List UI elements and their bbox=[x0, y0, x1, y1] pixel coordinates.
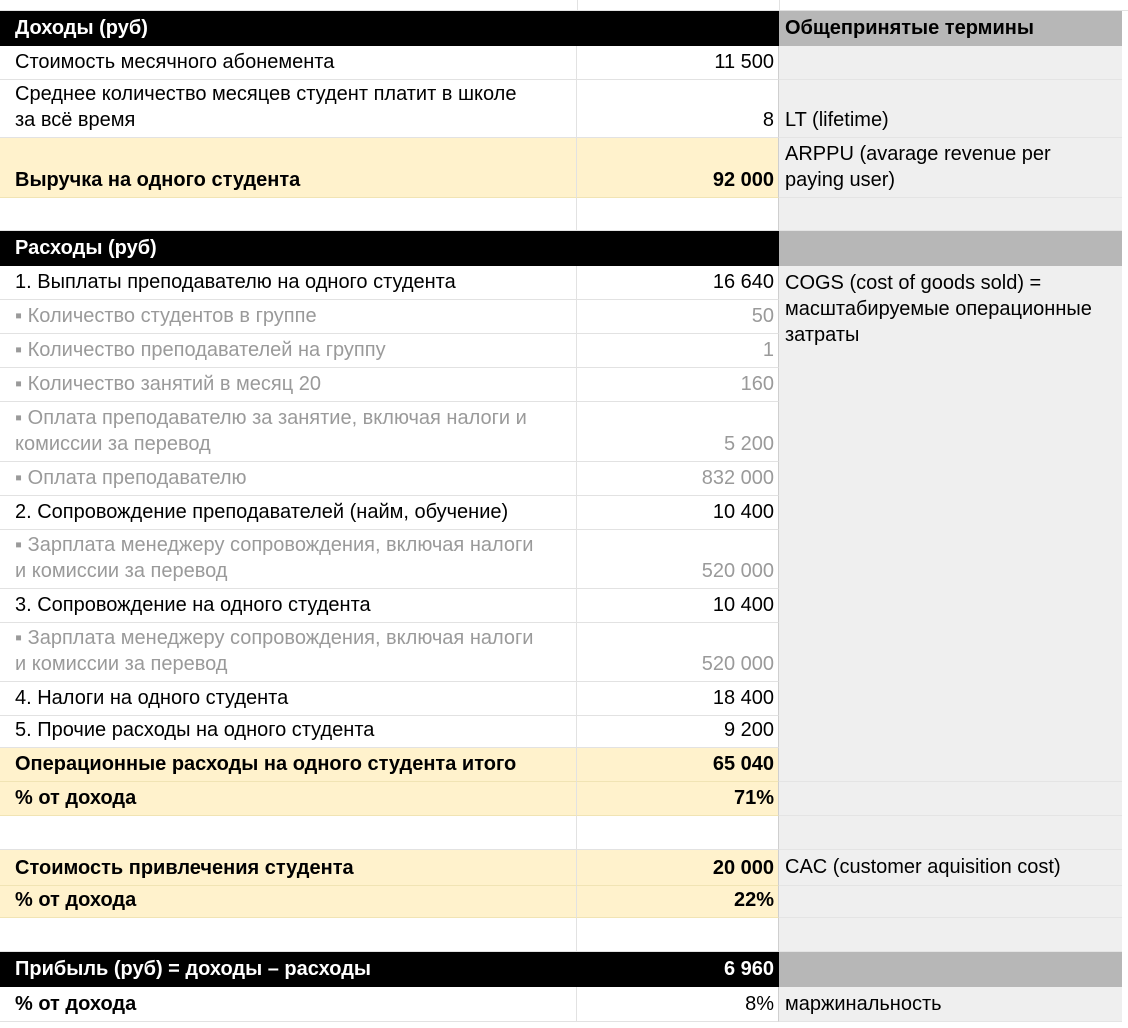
empty-cell[interactable] bbox=[577, 918, 779, 952]
top-row-strip bbox=[0, 0, 1128, 11]
avg-months-term[interactable]: LT (lifetime) bbox=[779, 80, 1122, 138]
cac-label[interactable]: Стоимость привлечения студента bbox=[0, 850, 577, 886]
expense-subrow-label[interactable]: ▪ Оплата преподавателю bbox=[0, 462, 577, 496]
expense-row-label[interactable]: 3. Сопровождение на одного студента bbox=[0, 589, 577, 623]
income-header[interactable]: Доходы (руб) bbox=[0, 11, 577, 46]
expense-subrow-label[interactable]: ▪ Оплата преподавателю за занятие, включая налоги и комиссии за перевод bbox=[0, 402, 577, 462]
opex-total-value[interactable]: 65 040 bbox=[577, 748, 779, 782]
column-divider bbox=[779, 0, 780, 10]
revenue-per-student-label[interactable]: Выручка на одного студента bbox=[0, 138, 577, 198]
avg-months-label[interactable]: Среднее количество месяцев студент платит в школе за всё время bbox=[0, 80, 577, 138]
opex-pct-value[interactable]: 71% bbox=[577, 782, 779, 816]
empty-cell[interactable] bbox=[779, 816, 1122, 850]
expense-subrow-value[interactable]: 160 bbox=[577, 368, 779, 402]
empty-cell[interactable] bbox=[779, 748, 1122, 782]
expense-row-value[interactable]: 10 400 bbox=[577, 496, 779, 530]
expense-row-value[interactable]: 16 640 bbox=[577, 266, 779, 300]
expense-subrow-value[interactable]: 520 000 bbox=[577, 530, 779, 589]
cac-pct-value[interactable]: 22% bbox=[577, 886, 779, 918]
opex-total-label[interactable]: Операционные расходы на одного студента итого bbox=[0, 748, 577, 782]
empty-cell[interactable] bbox=[0, 816, 577, 850]
margin-term[interactable]: маржинальность bbox=[779, 987, 1122, 1022]
empty-cell[interactable] bbox=[779, 782, 1122, 816]
empty-cell[interactable] bbox=[577, 198, 779, 231]
empty-cell[interactable] bbox=[0, 918, 577, 952]
expense-row-value[interactable]: 9 200 bbox=[577, 716, 779, 748]
cac-value[interactable]: 20 000 bbox=[577, 850, 779, 886]
expenses-terms-header-cell[interactable] bbox=[779, 231, 1122, 266]
revenue-per-student-term[interactable]: ARPPU (avarage revenue per paying user) bbox=[779, 138, 1122, 198]
expense-subrow-label[interactable]: ▪ Зарплата менеджеру сопровождения, включая налоги и комиссии за перевод bbox=[0, 623, 577, 682]
expense-subrow-label[interactable]: ▪ Количество занятий в месяц 20 bbox=[0, 368, 577, 402]
expense-subrow-value[interactable]: 5 200 bbox=[577, 402, 779, 462]
cac-term[interactable]: CAC (customer aquisition cost) bbox=[779, 850, 1122, 886]
expense-row-label[interactable]: 4. Налоги на одного студента bbox=[0, 682, 577, 716]
expense-subrow-value[interactable]: 520 000 bbox=[577, 623, 779, 682]
profit-label[interactable]: Прибыль (руб) = доходы – расходы bbox=[0, 952, 577, 987]
expenses-header-value-cell[interactable] bbox=[577, 231, 779, 266]
income-header-value-cell[interactable] bbox=[577, 11, 779, 46]
empty-cell[interactable] bbox=[779, 918, 1122, 952]
profit-value[interactable]: 6 960 bbox=[577, 952, 779, 987]
expense-row-label[interactable]: 2. Сопровождение преподавателей (найм, обучение) bbox=[0, 496, 577, 530]
column-divider bbox=[577, 0, 578, 10]
expense-subrow-label[interactable]: ▪ Количество студентов в группе bbox=[0, 300, 577, 334]
terms-header[interactable]: Общепринятые термины bbox=[779, 11, 1122, 46]
avg-months-value[interactable]: 8 bbox=[577, 80, 779, 138]
expense-subrow-value[interactable]: 50 bbox=[577, 300, 779, 334]
empty-cell[interactable] bbox=[0, 198, 577, 231]
expenses-header[interactable]: Расходы (руб) bbox=[0, 231, 577, 266]
cogs-term[interactable]: COGS (cost of goods sold) = масштабируемые операционные затраты bbox=[779, 266, 1122, 748]
profit-terms-cell[interactable] bbox=[779, 952, 1122, 987]
opex-pct-label[interactable]: % от дохода bbox=[0, 782, 577, 816]
empty-cell[interactable] bbox=[779, 198, 1122, 231]
empty-cell[interactable] bbox=[779, 886, 1122, 918]
expense-subrow-value[interactable]: 1 bbox=[577, 334, 779, 368]
expense-subrow-value[interactable]: 832 000 bbox=[577, 462, 779, 496]
expense-subrow-label[interactable]: ▪ Количество преподавателей на группу bbox=[0, 334, 577, 368]
margin-pct-value[interactable]: 8% bbox=[577, 987, 779, 1022]
expense-row-value[interactable]: 10 400 bbox=[577, 589, 779, 623]
revenue-per-student-value[interactable]: 92 000 bbox=[577, 138, 779, 198]
monthly-fee-value[interactable]: 11 500 bbox=[577, 46, 779, 80]
expense-row-label[interactable]: 1. Выплаты преподавателю на одного студента bbox=[0, 266, 577, 300]
margin-pct-label[interactable]: % от дохода bbox=[0, 987, 577, 1022]
expense-row-value[interactable]: 18 400 bbox=[577, 682, 779, 716]
expense-subrow-label[interactable]: ▪ Зарплата менеджеру сопровождения, включая налоги и комиссии за перевод bbox=[0, 530, 577, 589]
monthly-fee-term[interactable] bbox=[779, 46, 1122, 80]
cac-pct-label[interactable]: % от дохода bbox=[0, 886, 577, 918]
expense-row-label[interactable]: 5. Прочие расходы на одного студента bbox=[0, 716, 577, 748]
empty-cell[interactable] bbox=[577, 816, 779, 850]
monthly-fee-label[interactable]: Стоимость месячного абонемента bbox=[0, 46, 577, 80]
